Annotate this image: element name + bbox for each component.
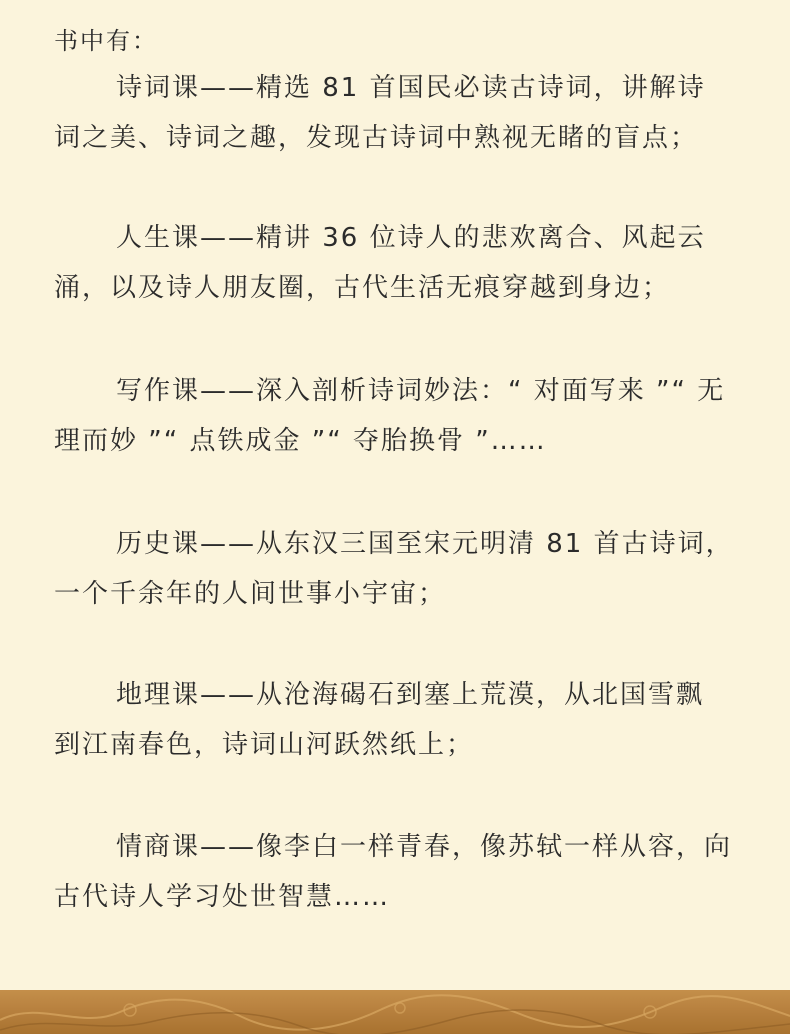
intro-text: 书中有： bbox=[54, 27, 158, 55]
paragraph-line: 诗词课——精选 81 首国民必读古诗词，讲解诗 bbox=[116, 73, 706, 103]
cloud-pattern-icon bbox=[0, 990, 790, 1034]
paragraph-line: 到江南春色，诗词山河跃然纸上； bbox=[54, 730, 475, 760]
paragraph-line: 写作课——深入剖析诗词妙法：“ 对面写来 ”“ 无 bbox=[116, 376, 726, 406]
paragraph-writing-course bbox=[54, 366, 744, 466]
paragraph-line: 词之美、诗词之趣，发现古诗词中熟视无睹的盲点； bbox=[54, 123, 699, 153]
paragraph-line: 理而妙 ”“ 点铁成金 ”“ 夺胎换骨 ”…… bbox=[54, 426, 547, 456]
paragraph-line: 人生课——精讲 36 位诗人的悲欢离合、风起云 bbox=[116, 223, 706, 253]
paragraph-line: 历史课——从东汉三国至宋元明清 81 首古诗词， bbox=[116, 529, 734, 559]
paragraph-line: 地理课——从沧海碣石到塞上荒漠，从北国雪飘 bbox=[116, 680, 705, 710]
paragraph-history-course bbox=[54, 519, 744, 619]
paragraph-poetry-course bbox=[54, 63, 744, 163]
paragraph-geography-course bbox=[54, 670, 744, 770]
paragraph-line: 古代诗人学习处世智慧…… bbox=[54, 882, 391, 912]
paragraph-line: 一个千余年的人间世事小宇宙； bbox=[54, 579, 447, 609]
paragraph-line: 涌，以及诗人朋友圈，古代生活无痕穿越到身边； bbox=[54, 273, 671, 303]
paragraph-line: 情商课——像李白一样青春，像苏轼一样从容，向 bbox=[116, 832, 733, 862]
paragraph-life-course bbox=[54, 213, 744, 313]
decorative-footer-band bbox=[0, 990, 790, 1034]
paragraph-eq-course bbox=[54, 822, 744, 922]
